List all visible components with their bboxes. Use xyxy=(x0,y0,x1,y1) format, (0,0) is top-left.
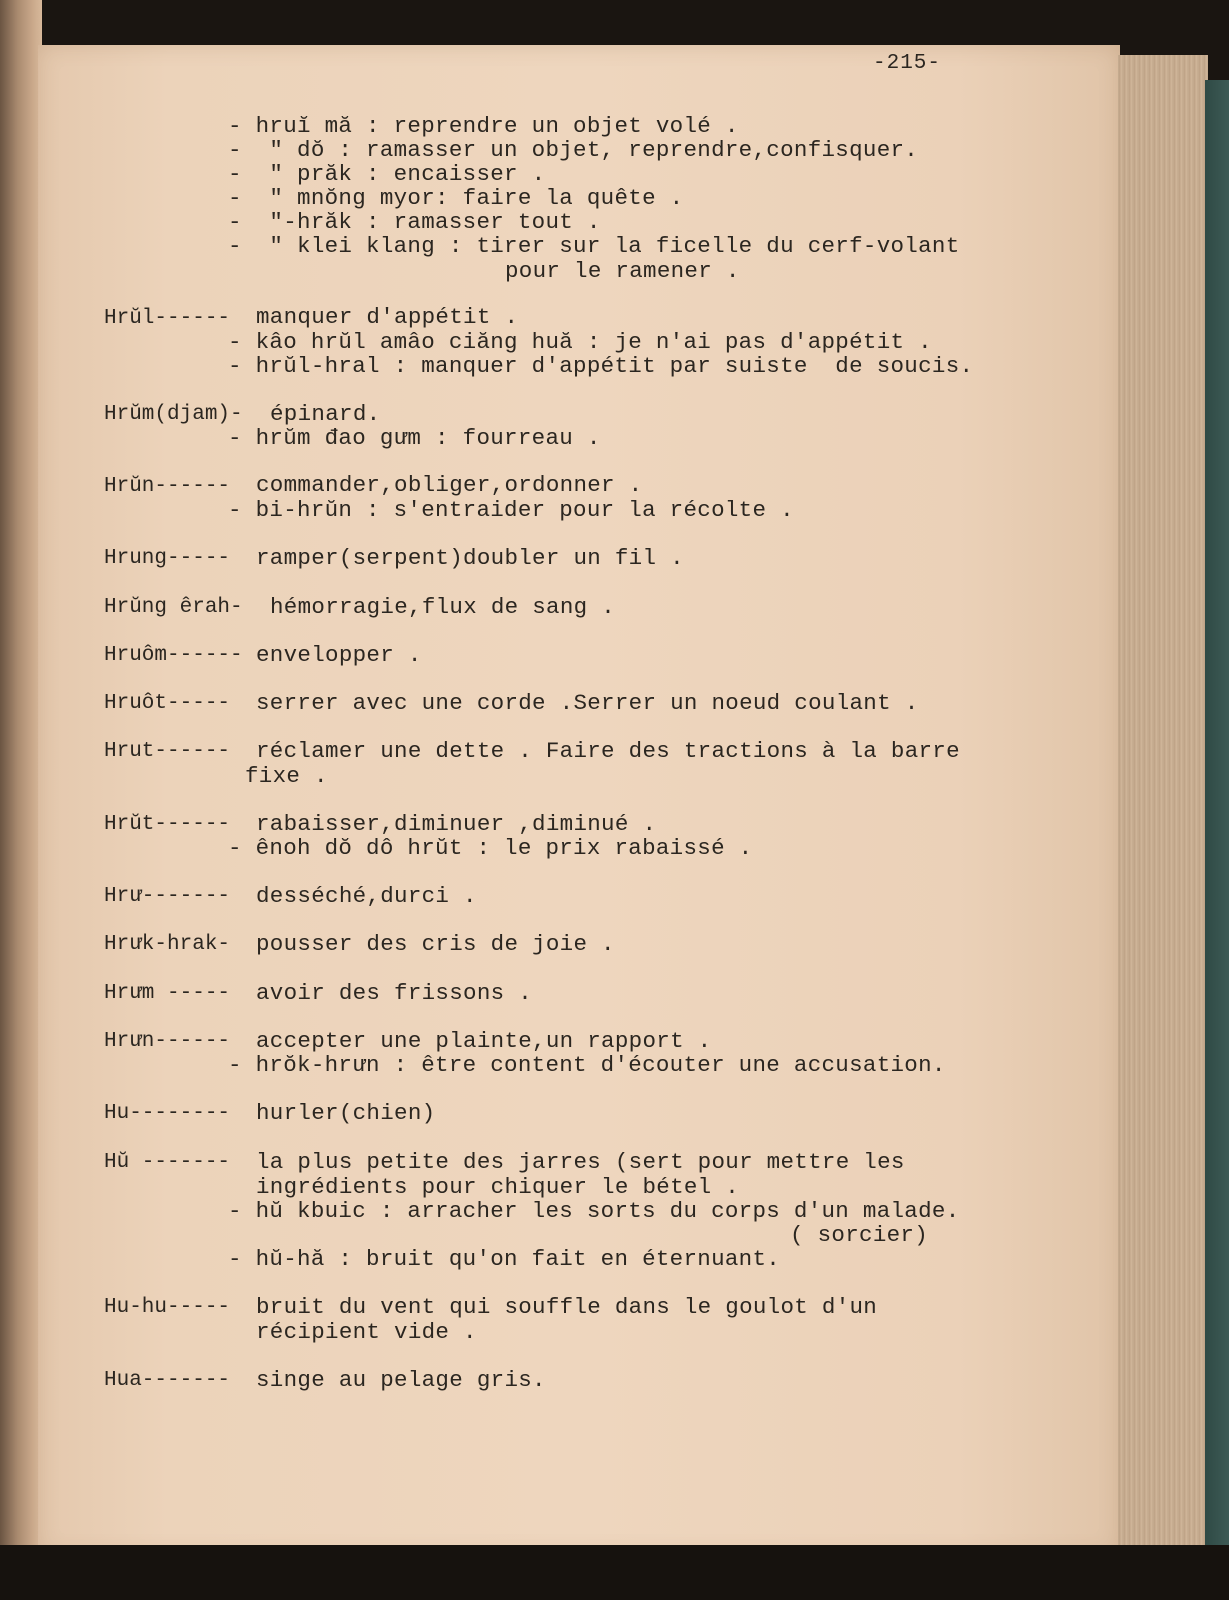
entry-continuation: fixe . xyxy=(245,763,328,789)
entry-sub-line: - " klei klang : tirer sur la ficelle du cerf-volant xyxy=(228,233,960,259)
definition: épinard. xyxy=(270,401,381,427)
definition: réclamer une dette . Faire des tractions à la barre xyxy=(256,738,960,764)
definition: desséché,durci . xyxy=(256,883,477,909)
entry-sub-line: - " dŏ : ramasser un objet, reprendre,confisquer. xyxy=(228,137,919,163)
headword: Hrut------ xyxy=(104,740,231,763)
headword: Hrŭng êrah- xyxy=(104,596,243,619)
headword: Hrŭl------ xyxy=(104,307,231,330)
entry-sub-line: - "-hrăk : ramasser tout . xyxy=(228,209,601,235)
headword: Hrưm ----- xyxy=(104,982,231,1005)
headword: Hrŭm(djam)- xyxy=(104,403,243,426)
entry-sub-line: - hŭ-hă : bruit qu'on fait en éternuant. xyxy=(228,1246,781,1272)
page-edges xyxy=(1118,55,1208,1545)
entry-continuation: pour le ramener . xyxy=(505,258,740,284)
headword: Hruôm------ xyxy=(104,644,243,667)
definition: manquer d'appétit . xyxy=(256,304,519,330)
entry-continuation: récipient vide . xyxy=(256,1319,477,1345)
headword: Hruôt----- xyxy=(104,692,231,715)
definition: singe au pelage gris. xyxy=(256,1367,546,1393)
entry-sub-line: - kâo hrŭl amâo ciăng huă : je n'ai pas d'appétit . xyxy=(228,329,932,355)
headword: Hrung----- xyxy=(104,547,231,570)
entry-sub-line: - hrŭm đao gưm : fourreau . xyxy=(228,425,601,451)
definition: serrer avec une corde .Serrer un noeud coulant . xyxy=(256,690,919,716)
definition: hurler(chien) xyxy=(256,1100,436,1126)
headword: Hrŭt------ xyxy=(104,813,231,836)
headword: Hŭ ------- xyxy=(104,1151,231,1174)
entry-sub-line: - " mnŏng myor: faire la quête . xyxy=(228,185,684,211)
definition: pousser des cris de joie . xyxy=(256,931,615,957)
entry-sub-line: - hrŏk-hrưn : être content d'écouter une accusation. xyxy=(228,1052,946,1078)
definition: hémorragie,flux de sang . xyxy=(270,594,616,620)
headword: Hrưk-hrak- xyxy=(104,933,231,956)
entry-sub-line: - hŭ kbuic : arracher les sorts du corps d'un malade. xyxy=(228,1198,960,1224)
entry-continuation: ( sorcier) xyxy=(790,1222,929,1248)
definition: rabaisser,diminuer ,diminué . xyxy=(256,811,657,837)
definition: ramper(serpent)doubler un fil . xyxy=(256,545,684,571)
entry-sub-line: - hruĭ mă : reprendre un objet volé . xyxy=(228,113,739,139)
entry-sub-line: - " prăk : encaisser . xyxy=(228,161,546,187)
definition: accepter une plainte,un rapport . xyxy=(256,1028,712,1054)
left-page-fold xyxy=(0,0,42,1600)
page-number: -215- xyxy=(873,52,942,75)
definition: bruit du vent qui souffle dans le goulot d'un xyxy=(256,1294,878,1320)
headword: Hrŭn------ xyxy=(104,475,231,498)
entry-sub-line: - ênoh dŏ dô hrŭt : le prix rabaissé . xyxy=(228,835,753,861)
headword: Hu-hu----- xyxy=(104,1296,231,1319)
bottom-shadow xyxy=(0,1545,1229,1600)
book-cover-edge xyxy=(1205,80,1229,1550)
definition: commander,obliger,ordonner . xyxy=(256,472,643,498)
headword: Hrư------- xyxy=(104,885,231,908)
definition: avoir des frissons . xyxy=(256,980,533,1006)
entry-sub-line: - bi-hrŭn : s'entraider pour la récolte . xyxy=(228,497,794,523)
definition: la plus petite des jarres (sert pour mettre les xyxy=(256,1149,905,1175)
entry-continuation: ingrédients pour chiquer le bétel . xyxy=(256,1174,740,1200)
definition: envelopper . xyxy=(256,642,422,668)
entry-sub-line: - hrŭl-hral : manquer d'appétit par suiste de soucis. xyxy=(228,353,974,379)
headword: Hu-------- xyxy=(104,1102,231,1125)
headword: Hrưn------ xyxy=(104,1030,231,1053)
headword: Hua------- xyxy=(104,1369,231,1392)
